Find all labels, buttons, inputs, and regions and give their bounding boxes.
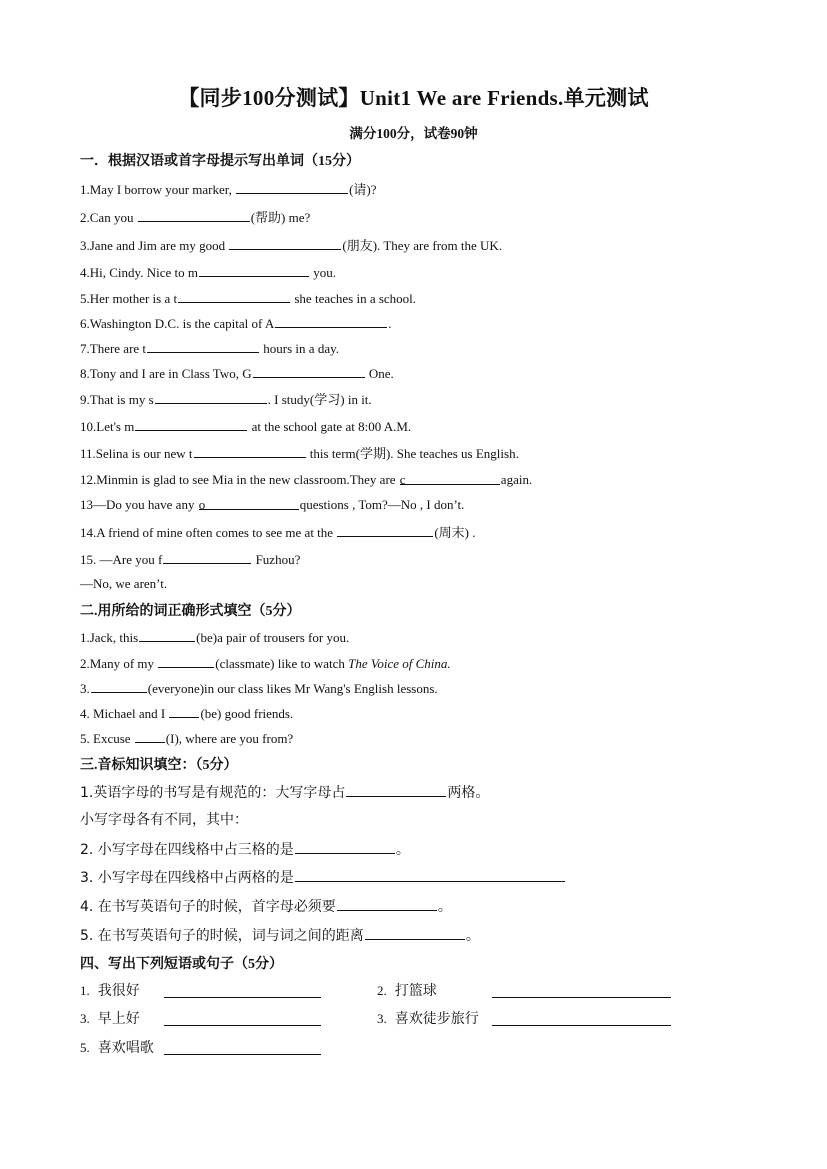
- item-text: 喜欢唱歌: [97, 1040, 154, 1056]
- answer-blank[interactable]: [163, 550, 251, 564]
- answer-blank[interactable]: [91, 679, 147, 693]
- q-text: questions , Tom?—No , I don’t.: [299, 497, 465, 512]
- s1-question-11: [80, 444, 519, 463]
- q-text: 10.Let's m: [80, 419, 135, 434]
- answer-blank[interactable]: [178, 289, 290, 303]
- q-text: 13—Do you have any: [80, 497, 198, 512]
- q-text: Fuzhou?: [252, 552, 301, 567]
- q-text: 12.Minmin is glad to see Mia in the new classroom.They are: [80, 472, 399, 487]
- q-text: 9.That is my s: [80, 392, 154, 407]
- answer-blank[interactable]: [169, 704, 199, 718]
- s1-question-15: [80, 550, 300, 569]
- q-text: 6.Washington D.C. is the capital of A: [80, 316, 275, 331]
- answer-blank[interactable]: [229, 236, 341, 250]
- s2-question-4: [80, 704, 293, 723]
- q-text: 7.There are t: [80, 341, 147, 356]
- q-text: (be) good friends.: [200, 706, 294, 721]
- initial-letter: o: [198, 497, 206, 512]
- q-text: she teaches in a school.: [291, 291, 417, 306]
- answer-blank[interactable]: [492, 984, 671, 998]
- q-text: (请)?: [349, 182, 377, 197]
- s1-question-13: [80, 496, 464, 514]
- q-text: 5. 在书写英语句子的时候，词与词之间的距离: [80, 928, 364, 944]
- q-text: . I study(学习) in it.: [267, 392, 372, 407]
- answer-blank[interactable]: [155, 390, 267, 404]
- s4-item-3: [80, 1010, 140, 1028]
- q-text: 5. Excuse: [80, 731, 134, 746]
- q-text: .: [388, 316, 392, 331]
- answer-blank[interactable]: [194, 444, 306, 458]
- s1-question-2: [80, 208, 310, 227]
- q-text: 两格。: [447, 785, 490, 801]
- answer-blank[interactable]: [147, 339, 259, 353]
- q-text: (classmate) like to watch: [215, 656, 349, 671]
- q-text: 14.A friend of mine often comes to see me at the: [80, 525, 337, 540]
- q-text: 4. Michael and I: [80, 706, 169, 721]
- s1-question-10: [80, 417, 411, 436]
- s1-question-8: [80, 364, 394, 383]
- section-1-heading: 一．根据汉语或首字母提示写出单词（15分）: [80, 154, 360, 169]
- s4-item-1: [80, 982, 140, 1000]
- s1-question-15-reply: —No, we aren’t.: [80, 576, 168, 591]
- s1-question-7: [80, 339, 339, 358]
- item-text: 我很好: [97, 983, 140, 999]
- item-text: 早上好: [97, 1011, 140, 1027]
- item-number: 5.: [80, 1040, 90, 1055]
- section-4-heading: 四、写出下列短语或句子（5分）: [80, 957, 283, 972]
- s2-question-1: [80, 628, 349, 647]
- s1-question-5: [80, 289, 416, 308]
- answer-blank[interactable]: [135, 417, 247, 431]
- q-text: 15. —Are you f: [80, 552, 163, 567]
- q-title-italic: The Voice of China.: [348, 656, 451, 671]
- q-text: 5.Her mother is a t: [80, 291, 178, 306]
- q-text: (帮助) me?: [250, 210, 311, 225]
- q-text: 。: [465, 928, 480, 944]
- q-text: (everyone)in our class likes Mr Wang's English lessons.: [147, 681, 438, 696]
- page-subtitle: 满分100分，试卷90钟: [349, 126, 478, 141]
- s2-question-2: [80, 654, 451, 673]
- q-text: 1.英语字母的书写是有规范的：大写字母占: [80, 785, 346, 801]
- s3-question-1: [80, 783, 489, 802]
- q-text: again.: [500, 472, 533, 487]
- q-text: 3.Jane and Jim are my good: [80, 238, 229, 253]
- answer-blank[interactable]: [158, 654, 214, 668]
- page-title: 【同步100分测试】Unit1 We are Friends.单元测试: [178, 86, 649, 110]
- answer-blank[interactable]: [253, 364, 365, 378]
- answer-blank[interactable]: [337, 523, 433, 537]
- q-text: 8.Tony and I are in Class Two, G: [80, 366, 252, 381]
- answer-blank[interactable]: [337, 897, 437, 911]
- answer-blank[interactable]: [164, 1012, 321, 1026]
- q-text: 1.May I borrow your marker,: [80, 182, 236, 197]
- answer-blank[interactable]: [135, 729, 165, 743]
- s1-question-12: [80, 471, 532, 489]
- answer-blank[interactable]: [138, 208, 250, 222]
- q-text: 2.Can you: [80, 210, 137, 225]
- answer-blank[interactable]: [400, 471, 500, 485]
- item-number: 3.: [377, 1011, 387, 1026]
- q-text: (be)a pair of trousers for you.: [196, 630, 350, 645]
- s1-question-4: [80, 263, 336, 282]
- section-2-heading: 二.用所给的词正确形式填空（5分）: [80, 604, 301, 619]
- q-text: 3. 小写字母在四线格中占两格的是: [80, 870, 294, 886]
- answer-blank[interactable]: [139, 628, 195, 642]
- answer-blank[interactable]: [199, 496, 299, 510]
- s4-item-4: [377, 1010, 479, 1028]
- item-number: 3.: [80, 1011, 90, 1026]
- q-text: at the school gate at 8:00 A.M.: [248, 419, 412, 434]
- q-text: 。: [437, 899, 452, 915]
- item-text: 打篮球: [394, 983, 437, 999]
- s4-item-5: [80, 1039, 154, 1057]
- answer-blank[interactable]: [365, 926, 465, 940]
- initial-letter: c: [399, 472, 406, 487]
- s1-question-14: [80, 523, 475, 542]
- item-text: 喜欢徒步旅行: [394, 1011, 479, 1027]
- q-text: 4. 在书写英语句子的时候，首字母必须要: [80, 899, 336, 915]
- s2-question-3: [80, 679, 438, 698]
- answer-blank[interactable]: [236, 180, 348, 194]
- answer-blank[interactable]: [295, 840, 395, 854]
- q-text: One.: [365, 366, 394, 381]
- q-text: this term(学期). She teaches us English.: [306, 446, 519, 461]
- s2-question-5: [80, 729, 293, 748]
- section-3-heading: 三.音标知识填空：（5分）: [80, 758, 238, 773]
- q-text: (朋友). They are from the UK.: [342, 238, 503, 253]
- q-text: 11.Selina is our new t: [80, 446, 193, 461]
- answer-blank[interactable]: [275, 314, 387, 328]
- q-text: you.: [309, 265, 336, 280]
- s1-question-6: [80, 314, 392, 333]
- answer-blank[interactable]: [492, 1012, 671, 1026]
- q-text: (I), where are you from?: [165, 731, 294, 746]
- s1-question-9: [80, 390, 372, 409]
- q-text: 2.Many of my: [80, 656, 158, 671]
- q-text: 。: [395, 842, 410, 858]
- s3-question-2: [80, 840, 410, 859]
- answer-blank[interactable]: [199, 263, 309, 277]
- q-text: 2. 小写字母在四线格中占三格的是: [80, 842, 294, 858]
- answer-blank[interactable]: [295, 868, 565, 882]
- answer-blank[interactable]: [346, 783, 446, 797]
- s4-item-2: [377, 982, 437, 1000]
- q-text: 3.: [80, 681, 90, 696]
- q-text: (周末) .: [434, 525, 476, 540]
- s1-question-1: [80, 180, 377, 199]
- s3-question-1-note: 小写字母各有不同，其中：: [80, 812, 248, 828]
- s1-question-3: [80, 236, 502, 255]
- q-text: 1.Jack, this: [80, 630, 139, 645]
- s3-question-3: [80, 868, 566, 887]
- s3-question-5: [80, 926, 480, 945]
- item-number: 1.: [80, 983, 90, 998]
- q-text: hours in a day.: [260, 341, 339, 356]
- q-text: 4.Hi, Cindy. Nice to m: [80, 265, 198, 280]
- answer-blank[interactable]: [164, 984, 321, 998]
- answer-blank[interactable]: [164, 1041, 321, 1055]
- item-number: 2.: [377, 983, 387, 998]
- s3-question-4: [80, 897, 452, 916]
